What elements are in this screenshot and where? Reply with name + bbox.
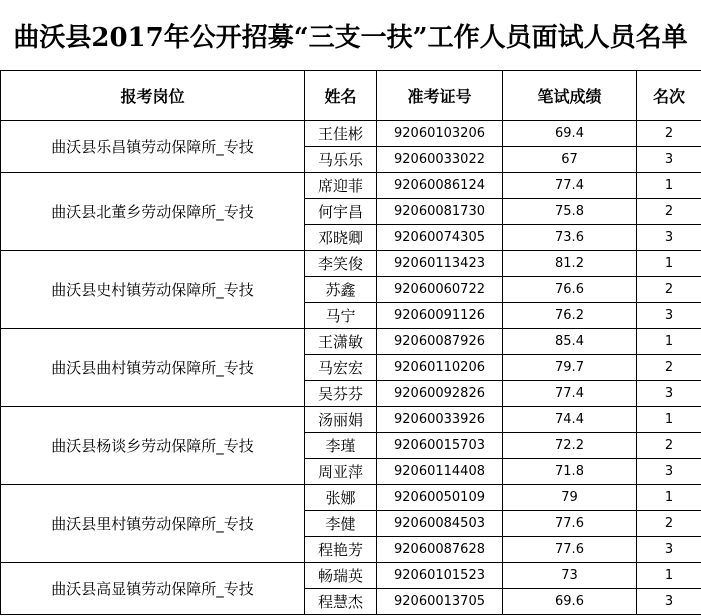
ticket-cell: 92060087926 xyxy=(377,329,503,355)
header-rank: 名次 xyxy=(637,71,701,121)
table-row xyxy=(1,407,701,433)
rank-cell: 1 xyxy=(637,563,701,589)
header-score: 笔试成绩 xyxy=(503,71,637,121)
header-ticket: 准考证号 xyxy=(377,71,503,121)
name-cell: 吴芬芬 xyxy=(305,381,377,407)
rank-cell: 3 xyxy=(637,225,701,251)
rank-cell: 3 xyxy=(637,381,701,407)
ticket-cell: 92060114408 xyxy=(377,459,503,485)
rank-cell: 1 xyxy=(637,485,701,511)
rank-cell: 3 xyxy=(637,459,701,485)
header-post: 报考岗位 xyxy=(1,71,305,121)
ticket-cell: 92060015703 xyxy=(377,433,503,459)
table-body xyxy=(1,121,701,615)
rank-cell: 2 xyxy=(637,433,701,459)
rank-cell: 3 xyxy=(637,303,701,329)
rank-cell: 3 xyxy=(637,589,701,615)
score-cell: 72.2 xyxy=(503,433,637,459)
score-cell: 69.6 xyxy=(503,589,637,615)
ticket-cell: 92060033022 xyxy=(377,147,503,173)
ticket-cell: 92060113423 xyxy=(377,251,503,277)
name-cell: 程艳芳 xyxy=(305,537,377,563)
rank-cell: 2 xyxy=(637,277,701,303)
score-cell: 73.6 xyxy=(503,225,637,251)
score-cell: 67 xyxy=(503,147,637,173)
post-cell: 曲沃县高显镇劳动保障所_专技 xyxy=(1,563,305,615)
rank-cell: 2 xyxy=(637,121,701,147)
score-cell: 69.4 xyxy=(503,121,637,147)
name-cell: 马乐乐 xyxy=(305,147,377,173)
score-cell: 75.8 xyxy=(503,199,637,225)
table-row xyxy=(1,121,701,147)
rank-cell: 1 xyxy=(637,173,701,199)
table-row xyxy=(1,251,701,277)
ticket-cell: 92060101523 xyxy=(377,563,503,589)
page-title: 曲沃县2017年公开招募“三支一扶”工作人员面试人员名单 xyxy=(13,22,688,53)
ticket-cell: 92060086124 xyxy=(377,173,503,199)
table-row xyxy=(1,329,701,355)
rank-cell: 2 xyxy=(637,199,701,225)
rank-cell: 2 xyxy=(637,355,701,381)
candidate-table xyxy=(0,70,701,615)
table-row xyxy=(1,563,701,589)
ticket-cell: 92060081730 xyxy=(377,199,503,225)
score-cell: 77.4 xyxy=(503,381,637,407)
score-cell: 85.4 xyxy=(503,329,637,355)
rank-cell: 1 xyxy=(637,251,701,277)
name-cell: 席迎菲 xyxy=(305,173,377,199)
ticket-cell: 92060060722 xyxy=(377,277,503,303)
score-cell: 77.4 xyxy=(503,173,637,199)
post-cell: 曲沃县曲村镇劳动保障所_专技 xyxy=(1,329,305,407)
ticket-cell: 92060091126 xyxy=(377,303,503,329)
rank-cell: 1 xyxy=(637,407,701,433)
score-cell: 77.6 xyxy=(503,537,637,563)
score-cell: 79 xyxy=(503,485,637,511)
rank-cell: 3 xyxy=(637,147,701,173)
name-cell: 马宏宏 xyxy=(305,355,377,381)
name-cell: 王佳彬 xyxy=(305,121,377,147)
name-cell: 畅瑞英 xyxy=(305,563,377,589)
ticket-cell: 92060110206 xyxy=(377,355,503,381)
table-row xyxy=(1,173,701,199)
name-cell: 张娜 xyxy=(305,485,377,511)
post-cell: 曲沃县里村镇劳动保障所_专技 xyxy=(1,485,305,563)
name-cell: 马宁 xyxy=(305,303,377,329)
score-cell: 79.7 xyxy=(503,355,637,381)
score-cell: 76.6 xyxy=(503,277,637,303)
score-cell: 81.2 xyxy=(503,251,637,277)
name-cell: 程慧杰 xyxy=(305,589,377,615)
ticket-cell: 92060092826 xyxy=(377,381,503,407)
ticket-cell: 92060084503 xyxy=(377,511,503,537)
ticket-cell: 92060013705 xyxy=(377,589,503,615)
ticket-cell: 92060050109 xyxy=(377,485,503,511)
score-cell: 76.2 xyxy=(503,303,637,329)
table-header-row xyxy=(1,71,701,121)
post-cell: 曲沃县史村镇劳动保障所_专技 xyxy=(1,251,305,329)
name-cell: 苏鑫 xyxy=(305,277,377,303)
score-cell: 77.6 xyxy=(503,511,637,537)
ticket-cell: 92060074305 xyxy=(377,225,503,251)
name-cell: 邓晓卿 xyxy=(305,225,377,251)
name-cell: 李笑俊 xyxy=(305,251,377,277)
rank-cell: 2 xyxy=(637,511,701,537)
name-cell: 汤丽娟 xyxy=(305,407,377,433)
post-cell: 曲沃县北董乡劳动保障所_专技 xyxy=(1,173,305,251)
score-cell: 73 xyxy=(503,563,637,589)
score-cell: 74.4 xyxy=(503,407,637,433)
table-row xyxy=(1,485,701,511)
name-cell: 李健 xyxy=(305,511,377,537)
ticket-cell: 92060087628 xyxy=(377,537,503,563)
post-cell: 曲沃县乐昌镇劳动保障所_专技 xyxy=(1,121,305,173)
rank-cell: 3 xyxy=(637,537,701,563)
name-cell: 周亚萍 xyxy=(305,459,377,485)
name-cell: 何宇昌 xyxy=(305,199,377,225)
post-cell: 曲沃县杨谈乡劳动保障所_专技 xyxy=(1,407,305,485)
ticket-cell: 92060033926 xyxy=(377,407,503,433)
score-cell: 71.8 xyxy=(503,459,637,485)
header-name: 姓名 xyxy=(305,71,377,121)
rank-cell: 1 xyxy=(637,329,701,355)
name-cell: 李瑾 xyxy=(305,433,377,459)
name-cell: 王潇敏 xyxy=(305,329,377,355)
ticket-cell: 92060103206 xyxy=(377,121,503,147)
